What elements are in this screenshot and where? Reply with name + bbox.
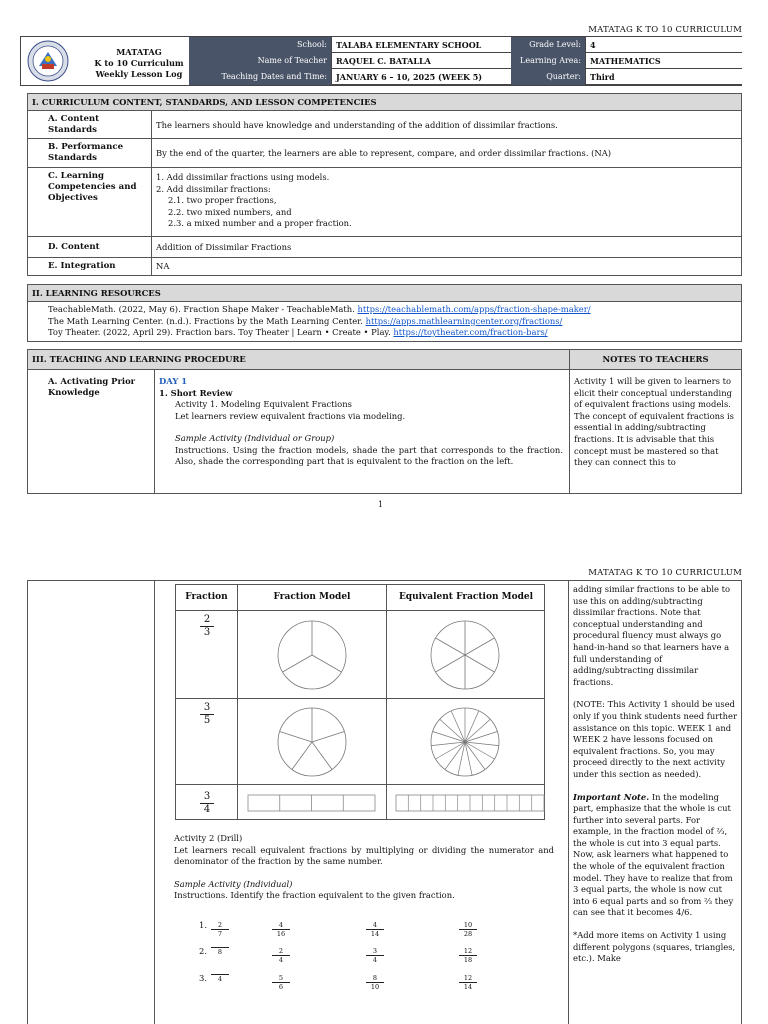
section3-heading: III. TEACHING AND LEARNING PROCEDURE — [32, 354, 246, 364]
section-teaching-procedure — [27, 349, 742, 494]
notes-text: Activity 1 will be given to learners to elicit their conceptual understanding of equivalent fractions using models. The concept of equivalent fractions is essential in adding/subtracting fractions. It is advisable that this concept must be mastered so that they can connect this to — [574, 376, 734, 468]
activity2-title: Activity 2 (Drill) — [174, 833, 243, 843]
area-label: Learning Area: — [511, 53, 585, 69]
quarter-label: Quarter: — [511, 69, 585, 85]
fraction-cell: 2 3 — [176, 611, 238, 699]
dates-value: JANUARY 6 – 10, 2025 (WEEK 5) — [331, 69, 511, 85]
notes-column-page2 — [573, 584, 739, 965]
activity2-instructions: Instructions. Identify the fraction equivalent to the given fraction. — [174, 890, 455, 900]
equivalent-model-cell — [387, 611, 545, 699]
sample-activity1-label: Sample Activity (Individual or Group) — [175, 433, 335, 443]
short-review-heading: 1. Short Review — [159, 387, 233, 398]
choice-fraction[interactable]: 2 4 — [272, 947, 290, 964]
teacher-label: Name of Teacher — [189, 53, 331, 69]
competencies-list — [152, 168, 741, 233]
sample-activity2-label: Sample Activity (Individual) — [174, 878, 293, 889]
section-learning-resources — [27, 284, 742, 342]
notes-heading: NOTES TO TEACHERS — [569, 350, 741, 370]
quarter-value: Third — [585, 69, 742, 85]
integration-text: NA — [156, 261, 170, 271]
bar-twelfths-model[interactable] — [387, 785, 545, 820]
fraction-column-header: Fraction — [176, 585, 238, 611]
circle-thirds-model[interactable] — [238, 611, 387, 699]
dates-label: Teaching Dates and Time: — [189, 69, 331, 85]
competency-subitem: 2.3. a mixed number and a proper fraction. — [168, 218, 352, 228]
content-standards-label: A. Content Standards — [28, 111, 152, 138]
resource-link[interactable]: https://teachablemath.com/apps/fraction-shape-maker/ — [357, 304, 591, 314]
curriculum-label: MATATAG K TO 10 CURRICULUM — [588, 25, 742, 35]
grade-value: 4 — [585, 37, 742, 53]
lesson-log-title: MATATAG K to 10 Curriculum Weekly Lesson Log — [94, 47, 184, 79]
section-curriculum-content — [27, 93, 742, 276]
performance-standards-label: B. Performance Standards — [28, 139, 152, 167]
fraction-model-cell — [238, 785, 387, 820]
circle-fifteenths-model[interactable] — [387, 699, 545, 785]
fraction-cell: 3 4 — [176, 785, 238, 820]
competencies-label: C. Learning Competencies and Objectives — [28, 168, 152, 236]
grade-label: Grade Level: — [511, 37, 585, 53]
bar-fourths-model[interactable] — [238, 785, 387, 820]
area-value: MATHEMATICS — [585, 53, 742, 69]
procedure-content — [159, 376, 563, 468]
activating-prior-knowledge-label: A. Activating Prior Knowledge — [48, 376, 136, 397]
section1-heading: I. CURRICULUM CONTENT, STANDARDS, AND LESSON COMPETENCIES — [28, 94, 741, 111]
activity2-block — [174, 833, 554, 902]
fraction-cell: 3 5 — [176, 699, 238, 785]
drill-item: 3. 4 5 6 8 10 12 14 — [174, 971, 554, 993]
choice-fraction[interactable]: 4 16 — [272, 921, 290, 938]
choice-fraction[interactable]: 10 28 — [459, 921, 477, 938]
choice-fraction[interactable]: 4 14 — [366, 921, 384, 938]
section2-heading: II. LEARNING RESOURCES — [28, 285, 741, 302]
competency-subitem: 2.1. two proper fractions, — [168, 195, 277, 205]
equivalent-model-cell — [387, 699, 545, 785]
competency-item: 1. Add dissimilar fractions using models. — [156, 172, 330, 182]
notes-activity1-note: (NOTE: This Activity 1 should be used only if you think students need further assistance on this topic. WEEK 1 and WEEK 2 have lessons focused on equivalent fractions. So, you may proceed directly to the next activity under this section as needed). — [573, 699, 737, 779]
activity1-instructions: Instructions. Using the fraction models, shade the part that corresponds to the fraction. Also, shade the corresponding part that is equivalent to the fraction on the left. — [175, 444, 563, 466]
integration-label: E. Integration — [28, 258, 152, 275]
deped-seal-icon — [27, 40, 69, 82]
circle-sixths-model[interactable] — [387, 611, 545, 699]
notes-continuation: adding similar fractions to be able to use this on adding/subtracting dissimilar fractions. Note that conceptual understanding and procedural fluency must always go hand-in-hand so that learners have a full understanding of adding/subtracting dissimilar fractions. — [573, 584, 731, 687]
activity1-description: Let learners review equivalent fractions via modeling. — [175, 410, 406, 421]
resource-item: The Math Learning Center. (n.d.). Fractions by the Math Learning Center. https://apps.mathlearningcenter.org/fractions/ — [48, 315, 563, 326]
choice-fraction[interactable]: 12 14 — [459, 974, 477, 991]
content-standards-text: The learners should have knowledge and understanding of the addition of dissimilar fractions. — [156, 120, 558, 130]
choice-fraction[interactable]: 12 18 — [459, 947, 477, 964]
activity1-title: Activity 1. Modeling Equivalent Fractions — [175, 399, 352, 409]
drill-items — [174, 917, 554, 997]
page-number: 1 — [378, 500, 384, 509]
important-note: Important Note. In the modeling part, emphasize that the whole is cut further into several parts. For example, in the fraction model of ⅔, the whole is cut into 3 equal parts. Now, ask learners what happened to the whole of the equivalent fraction model. They have to realize that from 3 equal parts, the whole is now cut into 6 equal parts and so from ⅔ they can see that it becomes 4/6. — [573, 791, 734, 918]
competency-item: 2. Add dissimilar fractions: — [156, 183, 271, 194]
drill-item: 1. 2 7 4 16 4 14 10 28 — [174, 917, 554, 939]
content-label: D. Content — [28, 237, 152, 257]
equivalent-model-column-header: Equivalent Fraction Model — [387, 585, 545, 611]
school-label: School: — [189, 37, 331, 53]
day-label: DAY 1 — [159, 376, 188, 386]
performance-standards-text: By the end of the quarter, the learners are able to represent, compare, and order dissimilar fractions. (NA) — [156, 148, 612, 158]
fraction-model-column-header: Fraction Model — [238, 585, 387, 611]
fraction-model-cell — [238, 611, 387, 699]
drill-item: 2. 8 2 4 3 4 12 18 — [174, 944, 554, 966]
teacher-value: RAQUEL C. BATALLA — [331, 53, 511, 69]
resource-link[interactable]: https://apps.mathlearningcenter.org/fractions/ — [365, 315, 563, 326]
fraction-model-table — [175, 584, 545, 820]
choice-fraction[interactable]: 3 4 — [366, 947, 384, 964]
resource-link[interactable]: https://toytheater.com/fraction-bars/ — [393, 327, 548, 337]
activity2-description: Let learners recall equivalent fractions by multiplying or dividing the numerator and denominator of the fraction by the same number. — [174, 844, 554, 866]
fraction-model-cell — [238, 699, 387, 785]
circle-fifths-model[interactable] — [238, 699, 387, 785]
choice-fraction[interactable]: 5 6 — [272, 974, 290, 991]
equivalent-model-cell — [387, 785, 545, 820]
competency-subitem: 2.2. two mixed numbers, and — [168, 206, 292, 217]
add-more-note: *Add more items on Activity 1 using different polygons (squares, triangles, etc.). Make — [573, 930, 736, 964]
resource-item: TeachableMath. (2022, May 6). Fraction Shape Maker - TeachableMath. https://teachablemath.com/apps/fraction-shape-maker/ — [48, 304, 591, 314]
resource-item: Toy Theater. (2022, April 29). Fraction bars. Toy Theater | Learn • Create • Play. https://toytheater.com/fraction-bars/ — [48, 327, 548, 337]
lesson-log-header — [20, 36, 742, 86]
school-value: TALABA ELEMENTARY SCHOOL — [331, 37, 511, 53]
curriculum-label-page2: MATATAG K TO 10 CURRICULUM — [588, 568, 742, 578]
choice-fraction[interactable]: 8 10 — [366, 974, 384, 991]
content-text: Addition of Dissimilar Fractions — [156, 242, 292, 252]
